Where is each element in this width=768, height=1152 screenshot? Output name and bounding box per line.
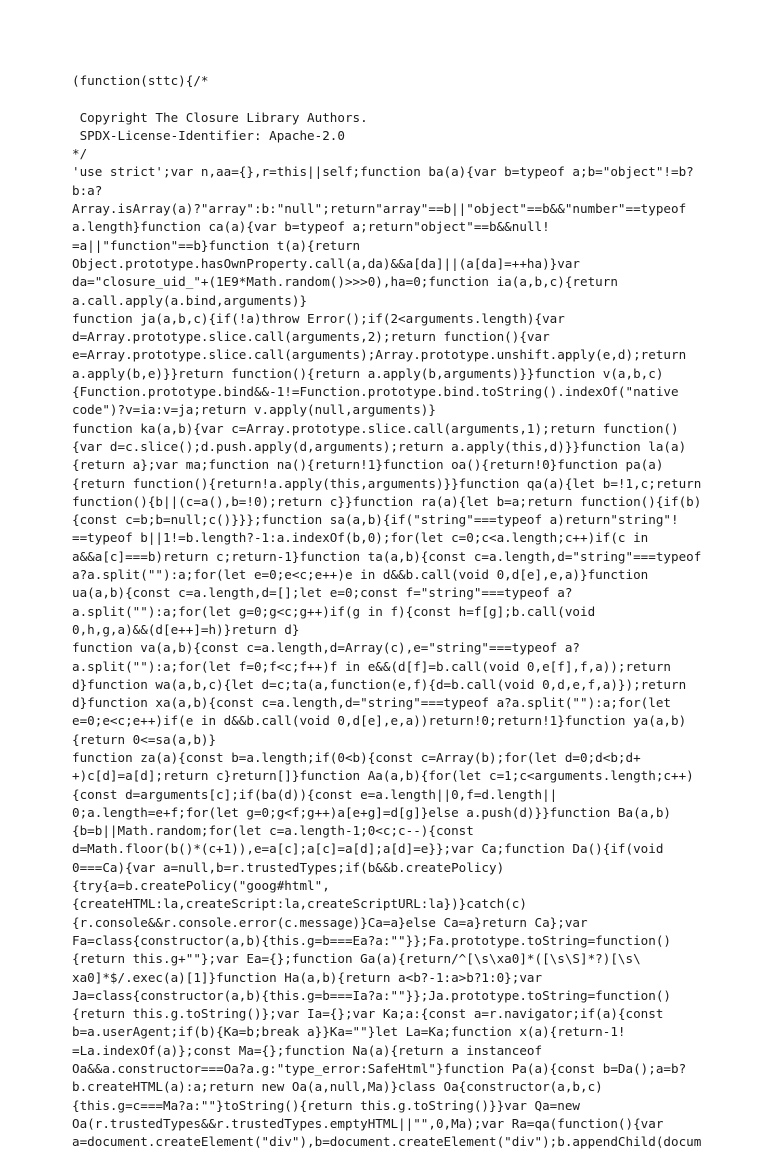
code-line: Copyright The Closure Library Authors. bbox=[72, 109, 368, 125]
code-line: d=Math.floor(b()*(c+1)),e=a[c];a[c]=a[d];a[d]=e}};var Ca;function Da(){if(void bbox=[72, 841, 664, 857]
code-line: {return this.g.toString()};var Ia={};var Ka;a:{const a=r.navigator;if(a){const bbox=[72, 1006, 664, 1022]
code-line: {return a};var ma;function na(){return!1}function oa(){return!0}function pa(a) bbox=[72, 457, 664, 473]
code-line: {r.console&&r.console.error(c.message)}Ca=a}else Ca=a}return Ca};var bbox=[72, 914, 588, 930]
code-line: =La.indexOf(a)};const Ma={};function Na(a){return a instanceof bbox=[72, 1042, 543, 1058]
code-line: e=Array.prototype.slice.call(arguments);Array.prototype.unshift.apply(e,d);return bbox=[72, 347, 687, 363]
code-line: a=document.createElement("div"),b=document.createElement("div");b.appendChild(docum bbox=[72, 1134, 702, 1150]
code-line: xa0]*$/.exec(a)[1]}function Ha(a,b){return a<b?-1:a>b?1:0};var bbox=[72, 969, 543, 985]
code-line: d=Array.prototype.slice.call(arguments,2);return function(){var bbox=[72, 329, 550, 345]
code-line: Oa(r.trustedTypes&&r.trustedTypes.emptyHTML||"",0,Ma);var Ra=qa(function(){var bbox=[72, 1115, 664, 1131]
code-line: {createHTML:la,createScript:la,createScriptURL:la})}catch(c) bbox=[72, 896, 527, 912]
code-line: =a||"function"==b}function t(a){return bbox=[72, 237, 361, 253]
code-line: {return function(){return!a.apply(this,arguments)}}function qa(a){let b=!1,c;return bbox=[72, 475, 702, 491]
code-line: {return this.g+""};var Ea={};function Ga(a){return/^[\s\xa0]*([\s\S]*?)[\s\ bbox=[72, 951, 641, 967]
code-line: Fa=class{constructor(a,b){this.g=b===Ea?a:""}};Fa.prototype.toString=function() bbox=[72, 932, 671, 948]
code-line: a.split(""):a;for(let f=0;f<c;f++)f in e&&(d[f]=b.call(void 0,e[f],f,a));return bbox=[72, 658, 671, 674]
code-line: {try{a=b.createPolicy("goog#html", bbox=[72, 878, 330, 894]
code-line: Array.isArray(a)?"array":b:"null";return"array"==b||"object"==b&&"number"==typeof bbox=[72, 201, 687, 217]
code-line: 0;a.length=e+f;for(let g=0;g<f;g++)a[e+g]=d[g]}else a.push(d)}}function Ba(a,b) bbox=[72, 804, 671, 820]
code-line: 0===Ca){var a=null,b=r.trustedTypes;if(b&&b.createPolicy) bbox=[72, 859, 505, 875]
code-line: 'use strict';var n,aa={},r=this||self;function ba(a){var b=typeof a;b="object"!=b? bbox=[72, 164, 694, 180]
code-line: +)c[d]=a[d];return c}return[]}function Aa(a,b){for(let c=1;c<arguments.length;c++) bbox=[72, 768, 694, 784]
code-line: function za(a){const b=a.length;if(0<b){const c=Array(b);for(let d=0;d<b;d+ bbox=[72, 749, 641, 765]
code-line: code")?v=ia:v=ja;return v.apply(null,arguments)} bbox=[72, 402, 436, 418]
code-line: {b=b||Math.random;for(let c=a.length-1;0<c;c--){const bbox=[72, 823, 474, 839]
code-line: Oa&&a.constructor===Oa?a.g:"type_error:SafeHtml"}function Pa(a){const b=Da();a=b? bbox=[72, 1061, 687, 1077]
code-line: a.apply(b,e)}}return function(){return a.apply(b,arguments)}}function v(a,b,c) bbox=[72, 365, 664, 381]
code-line: ua(a,b){const c=a.length,d=[];let e=0;const f="string"===typeof a? bbox=[72, 585, 573, 601]
code-line: e=0;e<c;e++)if(e in d&&b.call(void 0,d[e],e,a))return!0;return!1}function ya(a,b) bbox=[72, 713, 687, 729]
code-line: a&&a[c]===b)return c;return-1}function ta(a,b){const c=a.length,d="string"===typeof bbox=[72, 548, 702, 564]
code-line: Object.prototype.hasOwnProperty.call(a,da)&&a[da]||(a[da]=++ha)}var bbox=[72, 255, 580, 271]
code-line: {const c=b;b=null;c()}}};function sa(a,b){if("string"===typeof a)return"string"! bbox=[72, 512, 679, 528]
code-line bbox=[72, 90, 692, 108]
code-line: a.length}function ca(a){var b=typeof a;return"object"==b&&null! bbox=[72, 219, 550, 235]
code-line: {var d=c.slice();d.push.apply(d,arguments);return a.apply(this,d)}}function la(a) bbox=[72, 438, 687, 454]
code-line: b.createHTML(a):a;return new Oa(a,null,Ma)}class Oa{constructor(a,b,c) bbox=[72, 1079, 603, 1095]
code-line: {const d=arguments[c];if(ba(d)){const e=a.length||0,f=d.length|| bbox=[72, 786, 558, 802]
code-line: da="closure_uid_"+(1E9*Math.random()>>>0),ha=0;function ia(a,b,c){return bbox=[72, 274, 618, 290]
code-line: Ja=class{constructor(a,b){this.g=b===Ia?a:""}};Ja.prototype.toString=function() bbox=[72, 987, 671, 1003]
code-line: a?a.split(""):a;for(let e=0;e<c;e++)e in d&&b.call(void 0,d[e],e,a)}function bbox=[72, 567, 649, 583]
code-line: {this.g=c===Ma?a:""}toString(){return this.g.toString()}}var Qa=new bbox=[72, 1097, 580, 1113]
code-line: function ka(a,b){var c=Array.prototype.slice.call(arguments,1);return function() bbox=[72, 420, 679, 436]
code-line: a.split(""):a;for(let g=0;g<c;g++)if(g in f){const h=f[g];b.call(void bbox=[72, 603, 596, 619]
code-line: */ bbox=[72, 146, 88, 162]
source-code-block bbox=[72, 72, 702, 1152]
code-line: b:a? bbox=[72, 182, 103, 198]
code-line: d}function xa(a,b){const c=a.length,d="string"===typeof a?a.split(""):a;for(let bbox=[72, 695, 671, 711]
code-line: a.call.apply(a.bind,arguments)} bbox=[72, 292, 308, 308]
code-line: SPDX-License-Identifier: Apache-2.0 bbox=[72, 127, 345, 143]
code-line: 0,h,g,a)&&(d[e++]=h)}return d} bbox=[72, 621, 300, 637]
code-line: (function(sttc){/* bbox=[72, 73, 209, 88]
code-line: b=a.userAgent;if(b){Ka=b;break a}}Ka=""}let La=Ka;function x(a){return-1! bbox=[72, 1024, 626, 1040]
code-line: {return 0<=sa(a,b)} bbox=[72, 731, 217, 747]
code-line: {Function.prototype.bind&&-1!=Function.prototype.bind.toString().indexOf("native bbox=[72, 384, 679, 400]
code-line: function(){b||(c=a(),b=!0);return c}}function ra(a){let b=a;return function(){if(b) bbox=[72, 493, 702, 509]
code-line: d}function wa(a,b,c){let d=c;ta(a,function(e,f){d=b.call(void 0,d,e,f,a)});return bbox=[72, 676, 687, 692]
code-line: function va(a,b){const c=a.length,d=Array(c),e="string"===typeof a? bbox=[72, 640, 580, 656]
code-line: ==typeof b||1!=b.length?-1:a.indexOf(b,0);for(let c=0;c<a.length;c++)if(c in bbox=[72, 530, 649, 546]
code-line: function ja(a,b,c){if(!a)throw Error();if(2<arguments.length){var bbox=[72, 310, 565, 326]
